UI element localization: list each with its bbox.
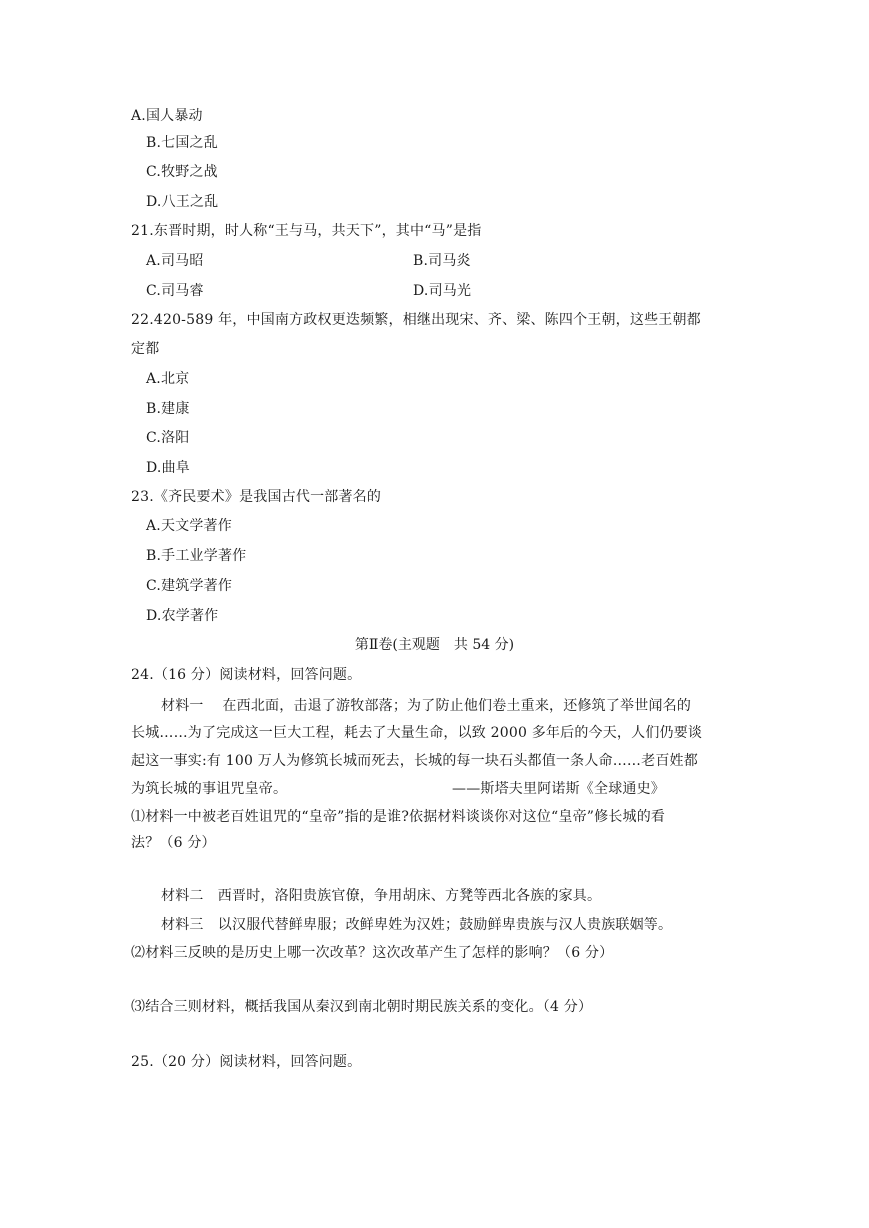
- q21-stem: 21.东晋时期，时人称“王与马，共天下”，其中“马”是指: [131, 223, 482, 239]
- q24-stem: 24.（16 分）阅读材料，回答问题。: [131, 667, 362, 683]
- q24-subquestion1-line2: 法？（6 分）: [131, 835, 216, 851]
- q21-option-d: D.司马光: [413, 283, 472, 299]
- q21-option-a: A.司马昭: [146, 253, 204, 269]
- q24-material1-source: ——斯塔夫里阿诺斯《全球通史》: [452, 781, 665, 797]
- q24-subquestion1-line1: ⑴材料一中被老百姓诅咒的“皇帝”指的是谁?依据材料谈谈你对这位“皇帝”修长城的看: [131, 809, 666, 825]
- q22-stem-line1: 22.420-589 年，中国南方政权更迭频繁，相继出现宋、齐、梁、陈四个王朝，这些王朝都: [131, 312, 701, 328]
- q24-material1-line4: 为筑长城的事诅咒皇帝。: [131, 781, 288, 797]
- q23-option-b: B.手工业学著作: [146, 548, 247, 564]
- q23-option-d: D.农学著作: [146, 608, 219, 624]
- q22-option-d: D.曲阜: [146, 460, 190, 476]
- q24-subquestion2: ⑵材料三反映的是历史上哪一次改革？这次改革产生了怎样的影响？（6 分）: [131, 945, 614, 961]
- q22-option-b: B.建康: [146, 401, 190, 417]
- q20-option-d: D.八王之乱: [146, 194, 219, 210]
- q22-option-c: C.洛阳: [146, 430, 190, 446]
- q22-option-a: A.北京: [146, 371, 190, 387]
- q21-option-c: C.司马睿: [146, 283, 204, 299]
- q24-material3: 材料三 以汉服代替鲜卑服；改鲜卑姓为汉姓；鼓励鲜卑贵族与汉人贵族联姻等。: [161, 917, 673, 933]
- q23-stem: 23.《齐民要术》是我国古代一部著名的: [131, 489, 382, 505]
- q20-option-c: C.牧野之战: [146, 164, 218, 180]
- q24-material2: 材料二 西晋时，洛阳贵族官僚，争用胡床、方凳等西北各族的家具。: [161, 888, 602, 904]
- q23-option-c: C.建筑学著作: [146, 578, 233, 594]
- q24-material1-line2: 长城……为了完成这一巨大工程，耗去了大量生命，以致 2000 多年后的今天，人们仍要谈: [131, 725, 703, 741]
- q25-stem: 25.（20 分）阅读材料，回答问题。: [131, 1054, 362, 1070]
- q22-stem-line2: 定都: [131, 341, 160, 357]
- q23-option-a: A.天文学著作: [146, 518, 232, 534]
- q24-material1-line1: 材料一 在西北面，击退了游牧部落；为了防止他们卷土重来，还修筑了举世闻名的: [161, 698, 692, 714]
- q20-option-a: A.国人暴动: [131, 108, 203, 124]
- q24-subquestion3: ⑶结合三则材料，概括我国从秦汉到南北朝时期民族关系的变化。（4 分）: [131, 999, 593, 1015]
- section-title: 第Ⅱ卷(主观题 共 54 分): [354, 637, 515, 653]
- q24-material1-line3: 起这一事实:有 100 万人为修筑长城而死去，长城的每一块石头都值一条人命……老百姓都: [131, 753, 698, 769]
- q20-option-b: B.七国之乱: [146, 135, 218, 151]
- q21-option-b: B.司马炎: [413, 253, 471, 269]
